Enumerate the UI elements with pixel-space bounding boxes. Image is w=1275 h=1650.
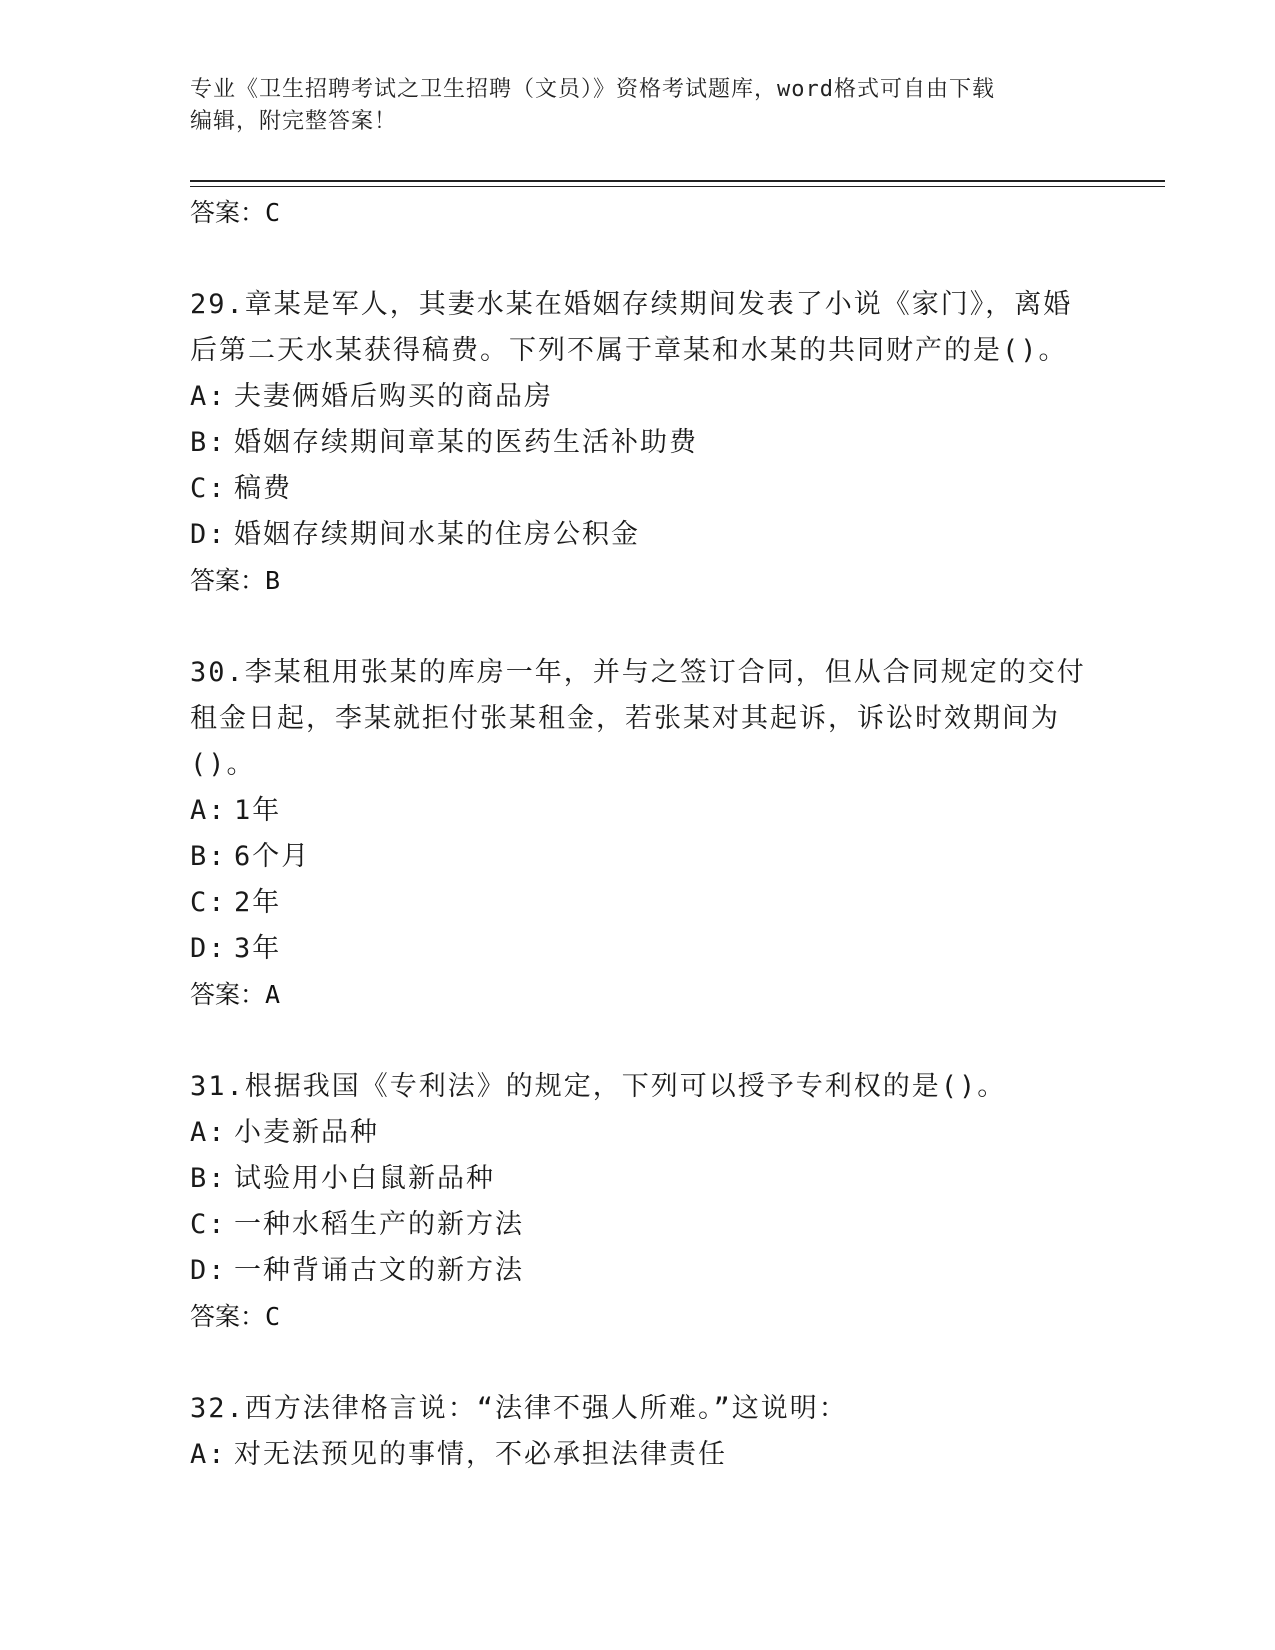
question-answer: [190, 558, 1090, 604]
question-stem-line: ()。: [190, 749, 256, 780]
header-line-1: 专业《卫生招聘考试之卫生招聘（文员）》资格考试题库，word格式可自由下载: [190, 77, 995, 102]
option-key: B:: [190, 841, 227, 872]
option-key: C:: [190, 473, 227, 504]
option-text: 对无法预见的事情，不必承担法律责任: [234, 1439, 727, 1470]
question-stem-line: 29.章某是军人，其妻水某在婚姻存续期间发表了小说《家门》，离婚: [190, 289, 1073, 320]
option-c: [190, 466, 1090, 512]
question-answer: [190, 1294, 1090, 1340]
question-stem-line: 租金日起，李某就拒付张某租金，若张某对其起诉，诉讼时效期间为: [190, 703, 1060, 734]
header-divider-thick: [190, 180, 1165, 182]
option-key: A:: [190, 381, 227, 412]
option-key: B:: [190, 1163, 227, 1194]
option-d: [190, 926, 1090, 972]
answer-label: 答案：: [190, 566, 266, 595]
option-key: A:: [190, 1439, 227, 1470]
option-c: [190, 880, 1090, 926]
question-32: [190, 1386, 1090, 1478]
header-divider-thin: [190, 186, 1165, 187]
option-a: [190, 1432, 1090, 1478]
question-31: [190, 1064, 1090, 1340]
option-key: C:: [190, 887, 227, 918]
answer-value: A: [265, 980, 281, 1009]
option-key: B:: [190, 427, 227, 458]
option-a: [190, 788, 1090, 834]
option-text: 一种背诵古文的新方法: [234, 1255, 524, 1286]
question-30: [190, 650, 1090, 1018]
option-text: 3年: [234, 933, 282, 964]
answer-label: 答案：: [190, 198, 266, 227]
option-text: 2年: [234, 887, 282, 918]
option-d: [190, 1248, 1090, 1294]
option-key: D:: [190, 1255, 227, 1286]
option-text: 小麦新品种: [234, 1117, 379, 1148]
header-line-2: 编辑，附完整答案！: [190, 109, 398, 134]
answer-label: 答案：: [190, 1302, 266, 1331]
question-stem-line: 后第二天水某获得稿费。下列不属于章某和水某的共同财产的是()。: [190, 335, 1068, 366]
question-stem-line: 32.西方法律格言说：“法律不强人所难。”这说明：: [190, 1393, 848, 1424]
document-header: [190, 74, 1090, 138]
question-answer: [190, 972, 1090, 1018]
answer-value: C: [265, 198, 281, 227]
option-b: [190, 420, 1090, 466]
option-text: 夫妻俩婚后购买的商品房: [234, 381, 553, 412]
option-key: A:: [190, 795, 227, 826]
question-29: [190, 282, 1090, 604]
option-c: [190, 1202, 1090, 1248]
option-a: [190, 1110, 1090, 1156]
option-b: [190, 1156, 1090, 1202]
answer-value: C: [265, 1302, 281, 1331]
option-text: 婚姻存续期间水某的住房公积金: [234, 519, 640, 550]
option-key: D:: [190, 519, 227, 550]
previous-answer: [190, 190, 1090, 236]
option-key: D:: [190, 933, 227, 964]
answer-value: B: [265, 566, 281, 595]
option-text: 婚姻存续期间章某的医药生活补助费: [234, 427, 698, 458]
option-text: 稿费: [234, 473, 292, 504]
option-key: C:: [190, 1209, 227, 1240]
option-text: 1年: [234, 795, 282, 826]
answer-label: 答案：: [190, 980, 266, 1009]
option-b: [190, 834, 1090, 880]
question-stem-line: 31.根据我国《专利法》的规定，下列可以授予专利权的是()。: [190, 1071, 1007, 1102]
option-text: 试验用小白鼠新品种: [234, 1163, 495, 1194]
option-key: A:: [190, 1117, 227, 1148]
option-text: 一种水稻生产的新方法: [234, 1209, 524, 1240]
option-text: 6个月: [234, 841, 311, 872]
question-stem-line: 30.李某租用张某的库房一年，并与之签订合同，但从合同规定的交付: [190, 657, 1086, 688]
option-a: [190, 374, 1090, 420]
question-list: [190, 190, 1090, 1478]
option-d: [190, 512, 1090, 558]
